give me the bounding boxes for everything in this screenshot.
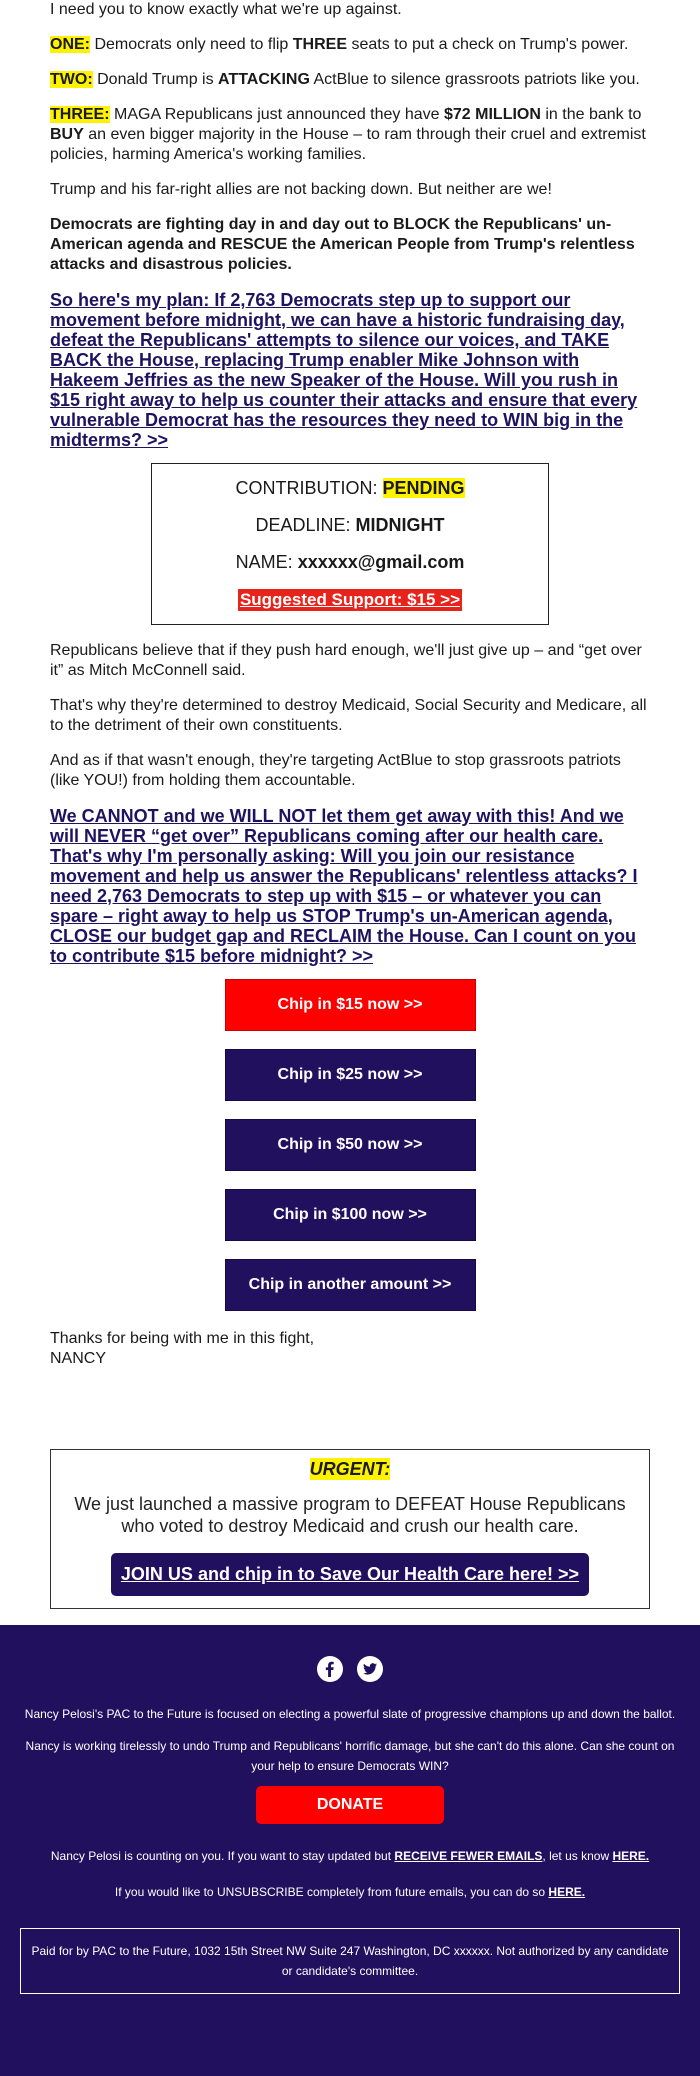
contribution-box	[151, 463, 549, 625]
urgent-box	[50, 1449, 650, 1609]
point-label: THREE:	[50, 106, 110, 123]
plan-link[interactable]: So here's my plan: If 2,763 Democrats step up to support our movement before midnight, we can have a historic fundraising day, defeat the Republicans' attempts to silence our voices, and TAKE BACK the House, replacing Trump enabler Mike Johnson with Hakeem Jeffries as the new Speaker of the House. Will you rush in $15 right away to help us counter their attacks and ensure that every vulnerable Democrat has the resources they need to WIN big in the midterms? >>	[50, 290, 638, 450]
body-paragraph: And as if that wasn't enough, they're targeting ActBlue to stop grassroots patriots (like YOU!) from holding them accountable.	[50, 752, 621, 789]
receive-fewer-emails-link[interactable]: RECEIVE FEWER EMAILS	[394, 1849, 543, 1863]
twitter-icon[interactable]	[357, 1656, 383, 1682]
suggested-support-link[interactable]: Suggested Support: $15 >>	[239, 590, 461, 609]
chip-15-button[interactable]: Chip in $15 now >>	[225, 979, 476, 1031]
fewer-emails-text: Nancy Pelosi is counting on you. If you want to stay updated but RECEIVE FEWER EMAILS, let us know HERE.	[50, 1849, 650, 1863]
ask-link[interactable]: We CANNOT and we WILL NOT let them get away with this! And we will NEVER “get over” Republicans coming after our health care. That's why I'm personally asking: Will you join our resistance movement and help us answer the Republicans' relentless attacks? I need 2,763 Democrats to step up with $15 – or whatever you can spare – right away to help us STOP Trump's un-American agenda, CLOSE our budget gap and RECLAIM the House. Can I count on you to contribute $15 before midnight? >>	[50, 806, 638, 966]
urgent-text: We just launched a massive program to DEFEAT House Republicans who voted to destroy Medicaid and crush our health care.	[74, 1494, 626, 1536]
unsubscribe-text: If you would like to UNSUBSCRIBE completely from future emails, you can do so HERE.	[114, 1885, 586, 1899]
footer-appeal: Nancy is working tirelessly to undo Trump and Republicans' horrific damage, but she can't do this alone. Can she count on your help to ensure Democrats WIN?	[25, 1739, 675, 1773]
point-label: ONE:	[50, 36, 90, 53]
body-paragraph: That's why they're determined to destroy Medicaid, Social Security and Medicare, all to the detriment of their own constituents.	[50, 697, 647, 734]
social-links	[0, 1656, 700, 1682]
point-three: THREE: MAGA Republicans just announced they have $72 MILLION in the bank to BUY an even bigger majority in the House – to ram through their cruel and extremist policies, harming America's working families.	[50, 106, 646, 163]
deadline-row: DEADLINE: MIDNIGHT	[255, 515, 445, 535]
join-button[interactable]: JOIN US and chip in to Save Our Health Care here! >>	[111, 1553, 589, 1596]
footer	[0, 1625, 700, 2076]
allies-text: Trump and his far-right allies are not backing down. But neither are we!	[50, 181, 552, 198]
signature-name: NANCY	[50, 1350, 107, 1367]
body-paragraph: Republicans believe that if they push hard enough, we'll just give up – and “get over it” as Mitch McConnell said.	[50, 642, 642, 679]
chip-25-button[interactable]: Chip in $25 now >>	[225, 1049, 476, 1101]
intro-text: I need you to know exactly what we're up against.	[50, 1, 402, 18]
pending-badge: PENDING	[382, 478, 465, 498]
facebook-icon[interactable]	[317, 1656, 343, 1682]
contribution-row: CONTRIBUTION: PENDING	[235, 478, 465, 498]
suggested-row	[152, 581, 548, 618]
fewer-emails-here-link[interactable]: HERE.	[612, 1849, 650, 1863]
point-two: TWO: Donald Trump is ATTACKING ActBlue to silence grassroots patriots like you.	[50, 71, 640, 88]
point-one: ONE: Democrats only need to flip THREE seats to put a check on Trump's power.	[50, 36, 629, 53]
point-label: TWO:	[50, 71, 93, 88]
chip-100-button[interactable]: Chip in $100 now >>	[225, 1189, 476, 1241]
footer-mission: Nancy Pelosi's PAC to the Future is focused on electing a powerful slate of progressive champions up and down the ballot.	[24, 1707, 676, 1721]
fighting-text: Democrats are fighting day in and day out to BLOCK the Republicans' un-American agenda and RESCUE the American People from Trump's relentless attacks and disastrous policies.	[50, 216, 635, 273]
chip-buttons	[50, 979, 650, 1311]
urgent-label: URGENT:	[309, 1459, 391, 1479]
unsubscribe-here-link[interactable]: HERE.	[548, 1885, 586, 1899]
paid-for-box: Paid for by PAC to the Future, 1032 15th Street NW Suite 247 Washington, DC xxxxxx. Not authorized by any candidate or candidate's committee.	[20, 1928, 680, 1994]
chip-other-button[interactable]: Chip in another amount >>	[225, 1259, 476, 1311]
name-row: NAME: xxxxxx@gmail.com	[235, 552, 465, 572]
signoff: Thanks for being with me in this fight, NANCY	[50, 1329, 650, 1369]
donate-button[interactable]: DONATE	[256, 1786, 444, 1824]
chip-50-button[interactable]: Chip in $50 now >>	[225, 1119, 476, 1171]
